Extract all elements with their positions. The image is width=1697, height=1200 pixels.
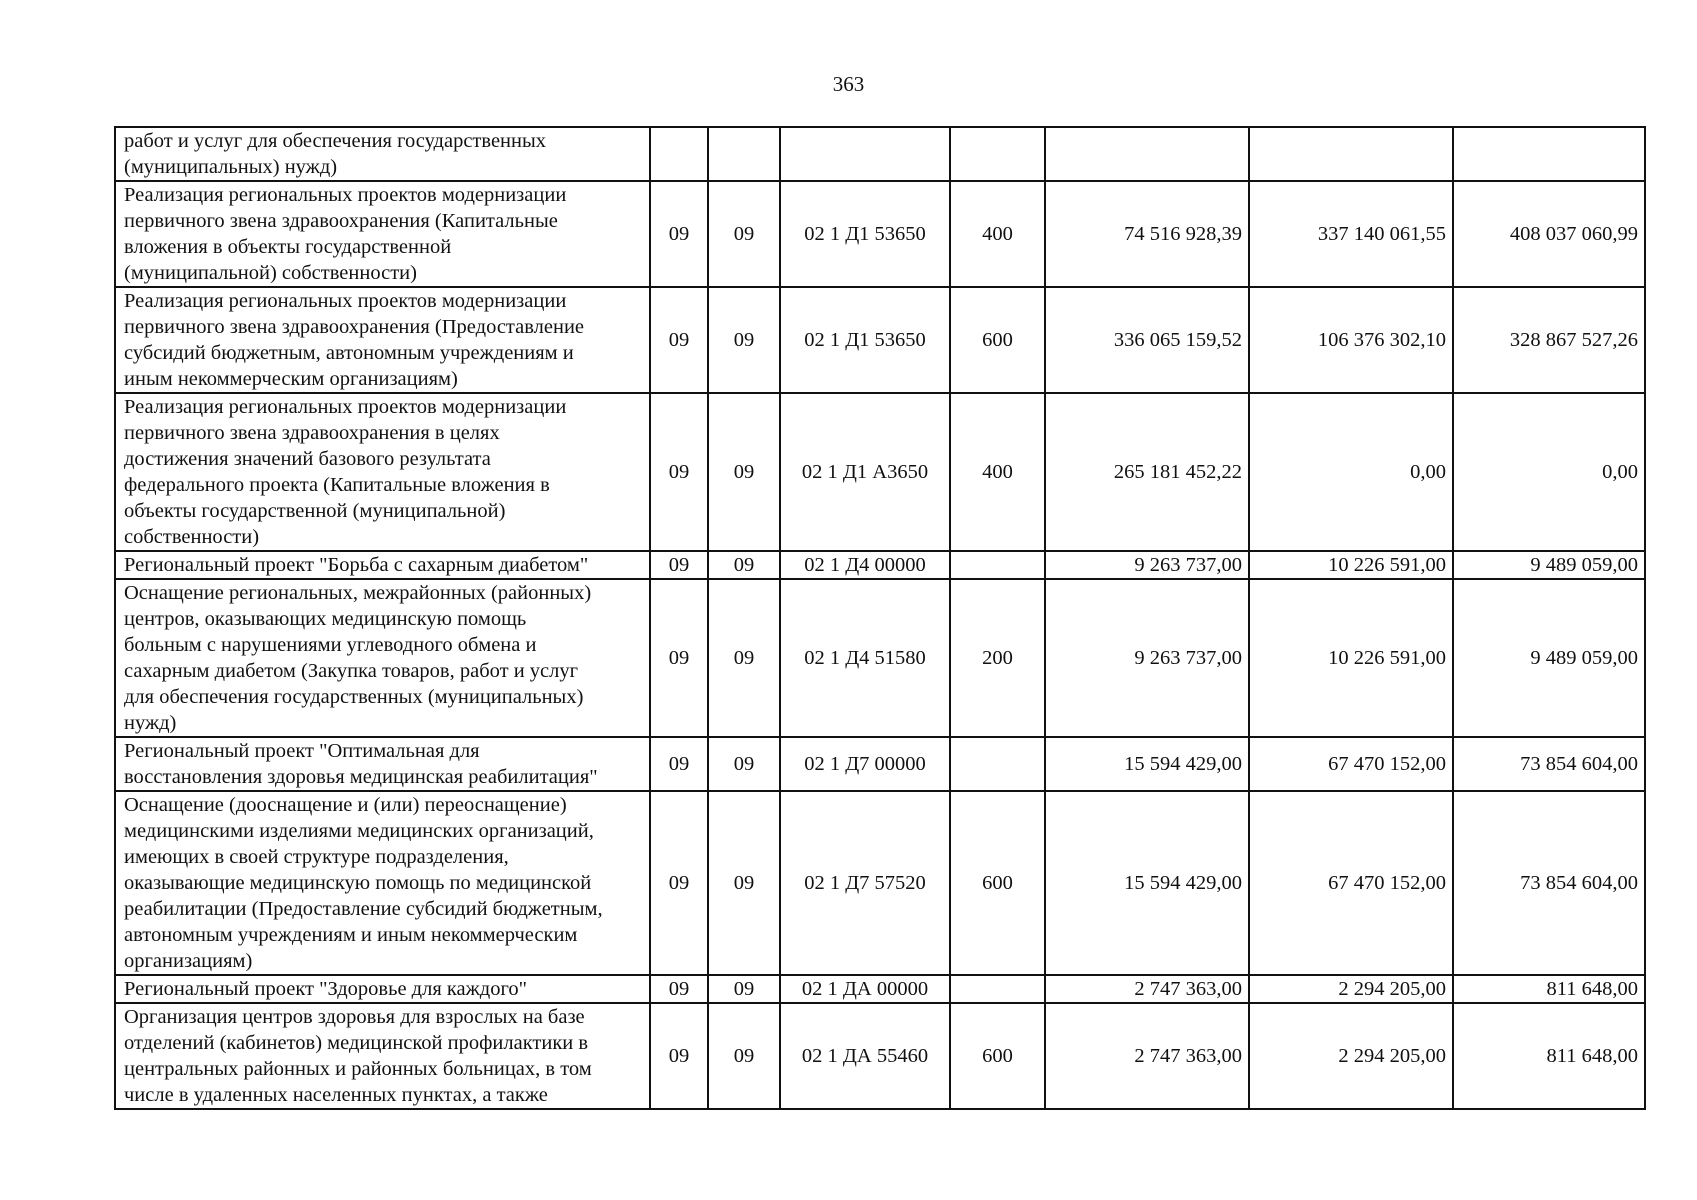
amount-year-2-cell: 106 376 302,10: [1249, 287, 1453, 393]
row-description: работ и услуг для обеспечения государственных (муниципальных) нужд): [115, 127, 650, 181]
amount-year-2-cell: [1249, 127, 1453, 181]
amount-year-2-cell: 67 470 152,00: [1249, 737, 1453, 791]
target-article-code-cell: 02 1 Д1 53650: [780, 181, 950, 287]
table-row: [115, 737, 1645, 791]
amount-year-1-cell: 2 747 363,00: [1045, 1003, 1249, 1109]
subsection-code-cell: 09: [708, 737, 780, 791]
section-code-cell: 09: [650, 737, 708, 791]
subsection-code-cell: 09: [708, 393, 780, 551]
section-code-cell: 09: [650, 181, 708, 287]
amount-year-3-cell: 328 867 527,26: [1453, 287, 1645, 393]
amount-year-1-cell: 15 594 429,00: [1045, 737, 1249, 791]
amount-year-3-cell: 9 489 059,00: [1453, 579, 1645, 737]
amount-year-1-cell: 15 594 429,00: [1045, 791, 1249, 975]
amount-year-1-cell: 74 516 928,39: [1045, 181, 1249, 287]
target-article-code-cell: 02 1 ДА 00000: [780, 975, 950, 1003]
page-number: 363: [832, 72, 865, 96]
table-row: [115, 1003, 1645, 1109]
amount-year-3-cell: 811 648,00: [1453, 1003, 1645, 1109]
amount-year-2-cell: 10 226 591,00: [1249, 579, 1453, 737]
section-code-cell: 09: [650, 791, 708, 975]
table-body: [115, 127, 1645, 1109]
row-description: Оснащение региональных, межрайонных (районных) центров, оказывающих медицинскую помощь больным с нарушениями углеводного обмена и сахарным диабетом (Закупка товаров, работ и услуг для обеспечения государственных (муниципальных) нужд): [115, 579, 650, 737]
amount-year-3-cell: 9 489 059,00: [1453, 551, 1645, 579]
expense-type-code-cell: 200: [950, 579, 1045, 737]
table-row: [115, 791, 1645, 975]
subsection-code-cell: [708, 127, 780, 181]
target-article-code-cell: 02 1 Д4 51580: [780, 579, 950, 737]
amount-year-3-cell: 73 854 604,00: [1453, 791, 1645, 975]
row-description: Региональный проект "Оптимальная для восстановления здоровья медицинская реабилитация": [115, 737, 650, 791]
table-row: [115, 579, 1645, 737]
expense-type-code-cell: [950, 737, 1045, 791]
amount-year-1-cell: 265 181 452,22: [1045, 393, 1249, 551]
subsection-code-cell: 09: [708, 181, 780, 287]
target-article-code-cell: 02 1 ДА 55460: [780, 1003, 950, 1109]
amount-year-2-cell: 337 140 061,55: [1249, 181, 1453, 287]
row-description: Реализация региональных проектов модернизации первичного звена здравоохранения в целях достижения значений базового результата федерального проекта (Капитальные вложения в объекты государственной (муниципальной) собственности): [115, 393, 650, 551]
target-article-code-cell: 02 1 Д1 А3650: [780, 393, 950, 551]
subsection-code-cell: 09: [708, 975, 780, 1003]
amount-year-2-cell: 67 470 152,00: [1249, 791, 1453, 975]
section-code-cell: 09: [650, 393, 708, 551]
target-article-code-cell: 02 1 Д7 57520: [780, 791, 950, 975]
subsection-code-cell: 09: [708, 287, 780, 393]
row-description: Региональный проект "Здоровье для каждого": [115, 975, 650, 1003]
expense-type-code-cell: 600: [950, 1003, 1045, 1109]
target-article-code-cell: 02 1 Д4 00000: [780, 551, 950, 579]
row-description: Региональный проект "Борьба с сахарным диабетом": [115, 551, 650, 579]
row-description: Реализация региональных проектов модернизации первичного звена здравоохранения (Предоставление субсидий бюджетным, автономным учреждениям и иным некоммерческим организациям): [115, 287, 650, 393]
amount-year-3-cell: 73 854 604,00: [1453, 737, 1645, 791]
subsection-code-cell: 09: [708, 579, 780, 737]
subsection-code-cell: 09: [708, 1003, 780, 1109]
expense-type-code-cell: [950, 127, 1045, 181]
subsection-code-cell: 09: [708, 791, 780, 975]
table-row: [115, 181, 1645, 287]
expense-type-code-cell: 600: [950, 791, 1045, 975]
section-code-cell: 09: [650, 579, 708, 737]
amount-year-2-cell: 10 226 591,00: [1249, 551, 1453, 579]
target-article-code-cell: [780, 127, 950, 181]
expense-type-code-cell: [950, 551, 1045, 579]
amount-year-3-cell: 811 648,00: [1453, 975, 1645, 1003]
amount-year-1-cell: [1045, 127, 1249, 181]
row-description: Организация центров здоровья для взрослых на базе отделений (кабинетов) медицинской профилактики в центральных районных и районных больницах, в том числе в удаленных населенных пунктах, а также: [115, 1003, 650, 1109]
subsection-code-cell: 09: [708, 551, 780, 579]
section-code-cell: 09: [650, 551, 708, 579]
amount-year-3-cell: 408 037 060,99: [1453, 181, 1645, 287]
target-article-code-cell: 02 1 Д1 53650: [780, 287, 950, 393]
budget-table: [114, 126, 1646, 1110]
amount-year-1-cell: 9 263 737,00: [1045, 579, 1249, 737]
expense-type-code-cell: 600: [950, 287, 1045, 393]
table-row: [115, 127, 1645, 181]
expense-type-code-cell: 400: [950, 181, 1045, 287]
section-code-cell: 09: [650, 1003, 708, 1109]
section-code-cell: [650, 127, 708, 181]
section-code-cell: 09: [650, 287, 708, 393]
expense-type-code-cell: [950, 975, 1045, 1003]
amount-year-3-cell: [1453, 127, 1645, 181]
amount-year-2-cell: 0,00: [1249, 393, 1453, 551]
table-row: [115, 975, 1645, 1003]
target-article-code-cell: 02 1 Д7 00000: [780, 737, 950, 791]
table-row: [115, 287, 1645, 393]
amount-year-2-cell: 2 294 205,00: [1249, 975, 1453, 1003]
amount-year-1-cell: 336 065 159,52: [1045, 287, 1249, 393]
row-description: Реализация региональных проектов модернизации первичного звена здравоохранения (Капитальные вложения в объекты государственной (муниципальной) собственности): [115, 181, 650, 287]
amount-year-3-cell: 0,00: [1453, 393, 1645, 551]
amount-year-1-cell: 9 263 737,00: [1045, 551, 1249, 579]
row-description: Оснащение (дооснащение и (или) переоснащение) медицинскими изделиями медицинских организаций, имеющих в своей структуре подразделения, оказывающие медицинскую помощь по медицинской реабилитации (Предоставление субсидий бюджетным, автономным учреждениям и иным некоммерческим организациям): [115, 791, 650, 975]
table-row: [115, 393, 1645, 551]
expense-type-code-cell: 400: [950, 393, 1045, 551]
table-row: [115, 551, 1645, 579]
amount-year-2-cell: 2 294 205,00: [1249, 1003, 1453, 1109]
section-code-cell: 09: [650, 975, 708, 1003]
amount-year-1-cell: 2 747 363,00: [1045, 975, 1249, 1003]
